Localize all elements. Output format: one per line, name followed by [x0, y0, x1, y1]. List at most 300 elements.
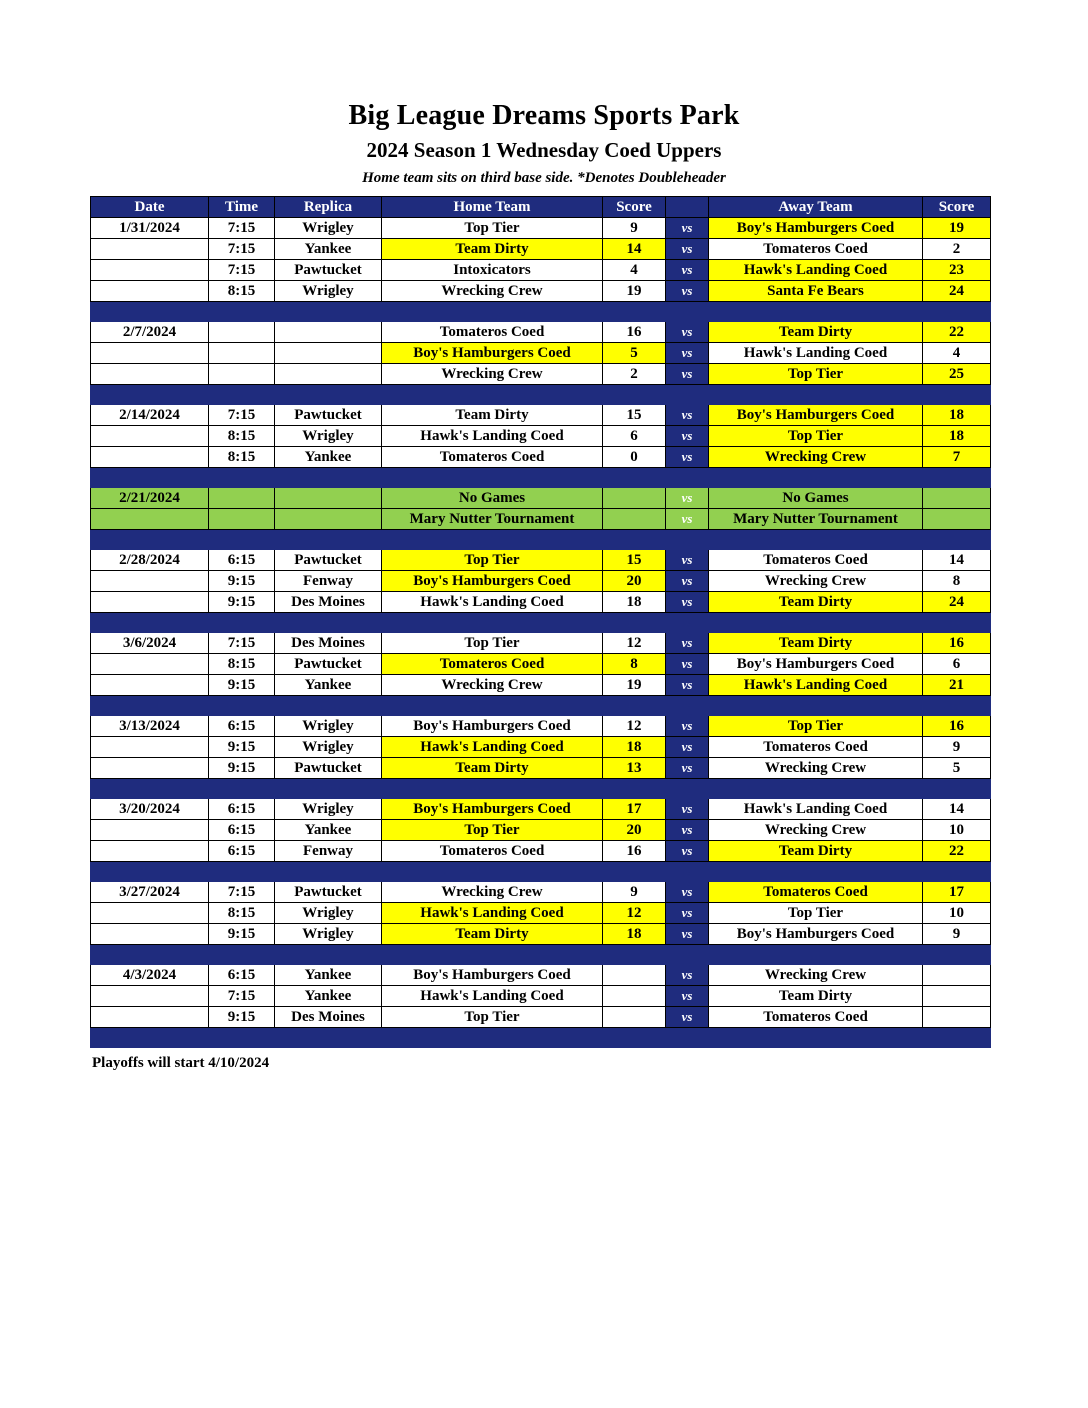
away-score-cell: 16 — [923, 633, 991, 654]
column-header-date-0: Date — [91, 197, 209, 218]
date-cell — [91, 737, 209, 758]
vs-cell: vs — [666, 405, 709, 426]
time-cell: 9:15 — [209, 758, 275, 779]
game-row — [91, 882, 991, 903]
game-row — [91, 260, 991, 281]
home-team-cell: Top Tier — [382, 820, 603, 841]
home-team-cell: Wrecking Crew — [382, 281, 603, 302]
date-cell — [91, 281, 209, 302]
date-cell — [91, 239, 209, 260]
game-row — [91, 654, 991, 675]
home-team-cell: Boy's Hamburgers Coed — [382, 343, 603, 364]
game-row — [91, 820, 991, 841]
away-team-cell: Hawk's Landing Coed — [709, 343, 923, 364]
vs-cell: vs — [666, 758, 709, 779]
home-score-cell — [603, 986, 666, 1007]
separator-band — [91, 862, 991, 882]
vs-cell: vs — [666, 799, 709, 820]
away-team-cell: Hawk's Landing Coed — [709, 260, 923, 281]
away-score-cell: 24 — [923, 592, 991, 613]
date-cell — [91, 820, 209, 841]
time-cell: 6:15 — [209, 799, 275, 820]
separator-band — [91, 1028, 991, 1048]
home-score-cell: 16 — [603, 841, 666, 862]
away-team-cell: Tomateros Coed — [709, 882, 923, 903]
date-cell: 1/31/2024 — [91, 218, 209, 239]
time-cell: 9:15 — [209, 675, 275, 696]
away-score-cell: 9 — [923, 924, 991, 945]
home-team-cell: Top Tier — [382, 633, 603, 654]
no-games-row — [91, 509, 991, 530]
home-team-cell: Team Dirty — [382, 924, 603, 945]
away-score-cell: 10 — [923, 820, 991, 841]
separator-row — [91, 385, 991, 405]
page-title: Big League Dreams Sports Park — [348, 100, 740, 131]
away-team-cell: Team Dirty — [709, 633, 923, 654]
vs-cell: vs — [666, 903, 709, 924]
replica-cell: Wrigley — [275, 281, 382, 302]
vs-cell: vs — [666, 426, 709, 447]
time-cell: 6:15 — [209, 550, 275, 571]
home-score-cell: 9 — [603, 882, 666, 903]
vs-cell: vs — [666, 924, 709, 945]
schedule-table — [90, 196, 991, 1048]
game-row — [91, 965, 991, 986]
home-score-cell: 14 — [603, 239, 666, 260]
away-score-cell: 9 — [923, 737, 991, 758]
home-team-cell: Wrecking Crew — [382, 882, 603, 903]
replica-cell: Yankee — [275, 239, 382, 260]
time-cell: 7:15 — [209, 239, 275, 260]
replica-cell — [275, 488, 382, 509]
away-score-cell: 8 — [923, 571, 991, 592]
time-cell: 9:15 — [209, 1007, 275, 1028]
away-score-cell — [923, 986, 991, 1007]
home-score-cell: 12 — [603, 633, 666, 654]
replica-cell: Yankee — [275, 675, 382, 696]
separator-row — [91, 1028, 991, 1048]
home-team-cell: Top Tier — [382, 218, 603, 239]
home-team-cell: Tomateros Coed — [382, 841, 603, 862]
home-score-cell: 12 — [603, 903, 666, 924]
replica-cell: Pawtucket — [275, 260, 382, 281]
home-score-cell: 13 — [603, 758, 666, 779]
game-row — [91, 281, 991, 302]
home-score-cell — [603, 965, 666, 986]
replica-cell: Pawtucket — [275, 882, 382, 903]
game-row — [91, 986, 991, 1007]
home-team-cell: Boy's Hamburgers Coed — [382, 716, 603, 737]
away-score-cell: 2 — [923, 239, 991, 260]
time-cell: 9:15 — [209, 737, 275, 758]
home-team-cell: Team Dirty — [382, 405, 603, 426]
game-row — [91, 571, 991, 592]
home-team-note: Home team sits on third base side. *Denotes Doubleheader — [362, 170, 726, 186]
home-score-cell: 20 — [603, 820, 666, 841]
away-team-cell: Boy's Hamburgers Coed — [709, 924, 923, 945]
away-score-cell: 19 — [923, 218, 991, 239]
away-team-cell: Hawk's Landing Coed — [709, 675, 923, 696]
vs-cell: vs — [666, 571, 709, 592]
replica-cell: Fenway — [275, 571, 382, 592]
replica-cell: Yankee — [275, 986, 382, 1007]
date-cell: 3/6/2024 — [91, 633, 209, 654]
home-score-cell: 12 — [603, 716, 666, 737]
away-score-cell: 22 — [923, 322, 991, 343]
time-cell: 7:15 — [209, 260, 275, 281]
home-score-cell: 16 — [603, 322, 666, 343]
time-cell — [209, 364, 275, 385]
game-row — [91, 675, 991, 696]
home-score-cell: 8 — [603, 654, 666, 675]
home-team-cell: Hawk's Landing Coed — [382, 426, 603, 447]
vs-cell: vs — [666, 218, 709, 239]
away-score-cell — [923, 509, 991, 530]
replica-cell: Pawtucket — [275, 654, 382, 675]
time-cell: 8:15 — [209, 903, 275, 924]
date-cell — [91, 343, 209, 364]
home-score-cell: 0 — [603, 447, 666, 468]
time-cell: 7:15 — [209, 633, 275, 654]
playoffs-note: Playoffs will start 4/10/2024 — [92, 1055, 270, 1071]
game-row — [91, 633, 991, 654]
away-score-cell: 17 — [923, 882, 991, 903]
page-subtitle: 2024 Season 1 Wednesday Coed Uppers — [366, 138, 722, 162]
home-team-cell: Hawk's Landing Coed — [382, 737, 603, 758]
date-cell: 2/21/2024 — [91, 488, 209, 509]
date-cell: 3/13/2024 — [91, 716, 209, 737]
vs-cell: vs — [666, 737, 709, 758]
away-team-cell: Wrecking Crew — [709, 820, 923, 841]
away-team-cell: Team Dirty — [709, 322, 923, 343]
away-team-cell: Wrecking Crew — [709, 571, 923, 592]
date-cell — [91, 903, 209, 924]
away-score-cell: 16 — [923, 716, 991, 737]
home-score-cell: 2 — [603, 364, 666, 385]
time-cell: 8:15 — [209, 447, 275, 468]
time-cell: 8:15 — [209, 654, 275, 675]
away-score-cell: 14 — [923, 550, 991, 571]
replica-cell: Yankee — [275, 820, 382, 841]
replica-cell: Des Moines — [275, 1007, 382, 1028]
away-team-cell: Top Tier — [709, 716, 923, 737]
away-score-cell: 23 — [923, 260, 991, 281]
home-score-cell — [603, 509, 666, 530]
time-cell: 6:15 — [209, 841, 275, 862]
replica-cell: Wrigley — [275, 716, 382, 737]
vs-cell: vs — [666, 841, 709, 862]
separator-row — [91, 696, 991, 716]
game-row — [91, 924, 991, 945]
away-score-cell: 7 — [923, 447, 991, 468]
home-score-cell: 9 — [603, 218, 666, 239]
game-row — [91, 841, 991, 862]
date-cell — [91, 571, 209, 592]
date-cell — [91, 675, 209, 696]
vs-cell: vs — [666, 592, 709, 613]
home-score-cell: 18 — [603, 592, 666, 613]
column-header-away-team-6: Away Team — [709, 197, 923, 218]
home-score-cell: 4 — [603, 260, 666, 281]
away-score-cell: 6 — [923, 654, 991, 675]
away-score-cell: 18 — [923, 426, 991, 447]
separator-band — [91, 530, 991, 550]
vs-cell: vs — [666, 343, 709, 364]
vs-cell: vs — [666, 488, 709, 509]
away-team-cell: Team Dirty — [709, 592, 923, 613]
away-score-cell — [923, 488, 991, 509]
time-cell: 7:15 — [209, 218, 275, 239]
home-score-cell: 19 — [603, 675, 666, 696]
separator-band — [91, 696, 991, 716]
date-cell — [91, 654, 209, 675]
away-team-cell: Team Dirty — [709, 986, 923, 1007]
home-score-cell: 18 — [603, 924, 666, 945]
date-cell — [91, 592, 209, 613]
header-row — [91, 197, 991, 218]
vs-cell: vs — [666, 820, 709, 841]
away-team-cell: Wrecking Crew — [709, 758, 923, 779]
column-header-score-7: Score — [923, 197, 991, 218]
away-team-cell: Tomateros Coed — [709, 239, 923, 260]
away-score-cell: 14 — [923, 799, 991, 820]
time-cell: 6:15 — [209, 820, 275, 841]
home-score-cell: 15 — [603, 405, 666, 426]
schedule-body — [91, 218, 991, 1048]
away-team-cell: Boy's Hamburgers Coed — [709, 405, 923, 426]
replica-cell: Des Moines — [275, 633, 382, 654]
date-cell: 3/20/2024 — [91, 799, 209, 820]
away-score-cell: 5 — [923, 758, 991, 779]
separator-band — [91, 779, 991, 799]
game-row — [91, 218, 991, 239]
away-team-cell: Hawk's Landing Coed — [709, 799, 923, 820]
date-cell: 3/27/2024 — [91, 882, 209, 903]
vs-cell: vs — [666, 1007, 709, 1028]
vs-cell: vs — [666, 322, 709, 343]
time-cell: 8:15 — [209, 281, 275, 302]
home-team-cell: Mary Nutter Tournament — [382, 509, 603, 530]
game-row — [91, 550, 991, 571]
game-row — [91, 592, 991, 613]
home-score-cell: 17 — [603, 799, 666, 820]
away-team-cell: Mary Nutter Tournament — [709, 509, 923, 530]
replica-cell: Wrigley — [275, 218, 382, 239]
game-row — [91, 716, 991, 737]
game-row — [91, 239, 991, 260]
home-team-cell: Wrecking Crew — [382, 675, 603, 696]
separator-band — [91, 945, 991, 965]
game-row — [91, 1007, 991, 1028]
away-team-cell: Tomateros Coed — [709, 1007, 923, 1028]
away-team-cell: Top Tier — [709, 903, 923, 924]
home-team-cell: No Games — [382, 488, 603, 509]
replica-cell — [275, 509, 382, 530]
game-row — [91, 343, 991, 364]
away-score-cell: 24 — [923, 281, 991, 302]
home-score-cell: 19 — [603, 281, 666, 302]
column-header-score-4: Score — [603, 197, 666, 218]
date-cell — [91, 924, 209, 945]
date-cell: 2/7/2024 — [91, 322, 209, 343]
away-team-cell: Tomateros Coed — [709, 550, 923, 571]
home-team-cell: Hawk's Landing Coed — [382, 986, 603, 1007]
game-row — [91, 364, 991, 385]
home-team-cell: Tomateros Coed — [382, 447, 603, 468]
home-team-cell: Intoxicators — [382, 260, 603, 281]
home-team-cell: Tomateros Coed — [382, 654, 603, 675]
replica-cell: Yankee — [275, 447, 382, 468]
vs-cell: vs — [666, 281, 709, 302]
vs-cell: vs — [666, 364, 709, 385]
home-team-cell: Wrecking Crew — [382, 364, 603, 385]
away-score-cell: 18 — [923, 405, 991, 426]
replica-cell: Wrigley — [275, 737, 382, 758]
date-cell: 2/14/2024 — [91, 405, 209, 426]
time-cell: 9:15 — [209, 592, 275, 613]
vs-cell: vs — [666, 986, 709, 1007]
column-header-vs — [666, 197, 709, 218]
home-team-cell: Tomateros Coed — [382, 322, 603, 343]
separator-band — [91, 613, 991, 633]
replica-cell — [275, 322, 382, 343]
date-cell — [91, 1007, 209, 1028]
away-team-cell: Top Tier — [709, 364, 923, 385]
away-team-cell: Wrecking Crew — [709, 447, 923, 468]
replica-cell: Wrigley — [275, 924, 382, 945]
separator-row — [91, 468, 991, 488]
replica-cell: Wrigley — [275, 799, 382, 820]
date-cell — [91, 841, 209, 862]
time-cell — [209, 509, 275, 530]
game-row — [91, 799, 991, 820]
separator-row — [91, 862, 991, 882]
separator-row — [91, 613, 991, 633]
vs-cell: vs — [666, 716, 709, 737]
date-cell: 2/28/2024 — [91, 550, 209, 571]
date-cell — [91, 509, 209, 530]
home-team-cell: Hawk's Landing Coed — [382, 592, 603, 613]
home-team-cell: Boy's Hamburgers Coed — [382, 965, 603, 986]
replica-cell: Pawtucket — [275, 758, 382, 779]
away-score-cell: 25 — [923, 364, 991, 385]
away-score-cell: 21 — [923, 675, 991, 696]
home-score-cell: 15 — [603, 550, 666, 571]
game-row — [91, 426, 991, 447]
time-cell: 7:15 — [209, 986, 275, 1007]
away-score-cell: 22 — [923, 841, 991, 862]
column-header-home-team-3: Home Team — [382, 197, 603, 218]
date-cell — [91, 426, 209, 447]
separator-row — [91, 302, 991, 322]
replica-cell: Fenway — [275, 841, 382, 862]
home-team-cell: Top Tier — [382, 550, 603, 571]
no-games-row — [91, 488, 991, 509]
separator-row — [91, 779, 991, 799]
vs-cell: vs — [666, 882, 709, 903]
away-team-cell: No Games — [709, 488, 923, 509]
date-cell — [91, 986, 209, 1007]
separator-row — [91, 530, 991, 550]
time-cell — [209, 488, 275, 509]
away-team-cell: Team Dirty — [709, 841, 923, 862]
column-header-time-1: Time — [209, 197, 275, 218]
separator-row — [91, 945, 991, 965]
time-cell: 9:15 — [209, 924, 275, 945]
game-row — [91, 447, 991, 468]
home-score-cell: 5 — [603, 343, 666, 364]
away-team-cell: Top Tier — [709, 426, 923, 447]
date-cell — [91, 260, 209, 281]
home-score-cell: 6 — [603, 426, 666, 447]
replica-cell: Des Moines — [275, 592, 382, 613]
home-score-cell: 18 — [603, 737, 666, 758]
replica-cell: Yankee — [275, 965, 382, 986]
replica-cell — [275, 364, 382, 385]
time-cell — [209, 322, 275, 343]
time-cell: 7:15 — [209, 882, 275, 903]
time-cell: 8:15 — [209, 426, 275, 447]
away-team-cell: Tomateros Coed — [709, 737, 923, 758]
replica-cell: Pawtucket — [275, 405, 382, 426]
home-team-cell: Boy's Hamburgers Coed — [382, 571, 603, 592]
away-score-cell — [923, 965, 991, 986]
replica-cell: Wrigley — [275, 426, 382, 447]
home-score-cell — [603, 488, 666, 509]
vs-cell: vs — [666, 654, 709, 675]
away-team-cell: Wrecking Crew — [709, 965, 923, 986]
home-team-cell: Top Tier — [382, 1007, 603, 1028]
replica-cell: Wrigley — [275, 903, 382, 924]
replica-cell — [275, 343, 382, 364]
time-cell — [209, 343, 275, 364]
game-row — [91, 903, 991, 924]
game-row — [91, 405, 991, 426]
time-cell: 6:15 — [209, 716, 275, 737]
home-team-cell: Hawk's Landing Coed — [382, 903, 603, 924]
away-score-cell: 4 — [923, 343, 991, 364]
date-cell — [91, 758, 209, 779]
home-score-cell — [603, 1007, 666, 1028]
vs-cell: vs — [666, 509, 709, 530]
vs-cell: vs — [666, 447, 709, 468]
vs-cell: vs — [666, 550, 709, 571]
away-team-cell: Santa Fe Bears — [709, 281, 923, 302]
vs-cell: vs — [666, 633, 709, 654]
vs-cell: vs — [666, 239, 709, 260]
separator-band — [91, 468, 991, 488]
home-score-cell: 20 — [603, 571, 666, 592]
home-team-cell: Boy's Hamburgers Coed — [382, 799, 603, 820]
vs-cell: vs — [666, 965, 709, 986]
separator-band — [91, 385, 991, 405]
time-cell: 7:15 — [209, 405, 275, 426]
time-cell: 9:15 — [209, 571, 275, 592]
game-row — [91, 322, 991, 343]
away-team-cell: Boy's Hamburgers Coed — [709, 218, 923, 239]
time-cell: 6:15 — [209, 965, 275, 986]
replica-cell: Pawtucket — [275, 550, 382, 571]
away-score-cell: 10 — [923, 903, 991, 924]
home-team-cell: Team Dirty — [382, 758, 603, 779]
date-cell: 4/3/2024 — [91, 965, 209, 986]
column-header-replica-2: Replica — [275, 197, 382, 218]
vs-cell: vs — [666, 675, 709, 696]
date-cell — [91, 364, 209, 385]
away-team-cell: Boy's Hamburgers Coed — [709, 654, 923, 675]
away-score-cell — [923, 1007, 991, 1028]
game-row — [91, 758, 991, 779]
